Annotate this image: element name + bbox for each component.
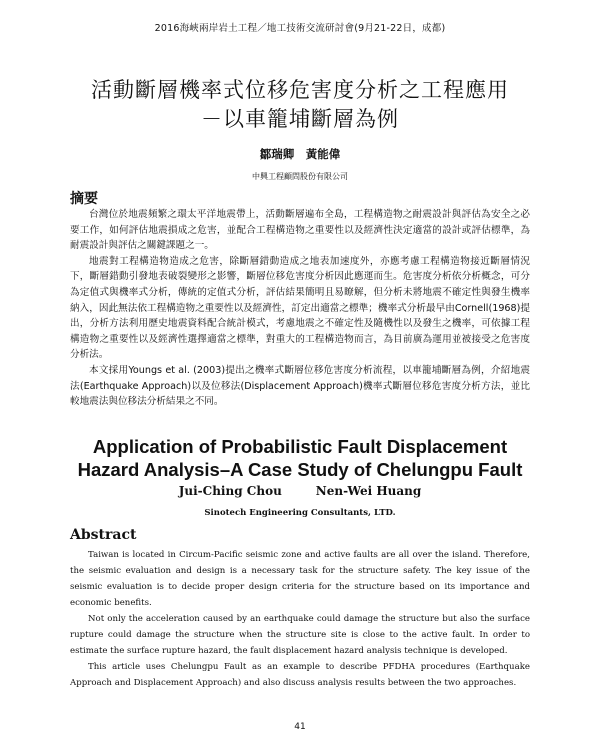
author-chou: Jui-Ching Chou bbox=[178, 484, 282, 498]
english-paragraph-2: Not only the acceleration caused by an earthquake could damage the structure but also the surface rupture could damage the structure when the structure site is close to the active fault. In order to estimate the surface rupture hazard, the fault displacement hazard analysis technique is developed. bbox=[70, 614, 530, 656]
english-paragraph-1: Taiwan is located in Circum-Pacific seismic zone and active faults are all over the island. Therefore, the seismic evaluation and design is a necessary task for the structure safety. The key issue of the seismic evaluation is to decide proper design criteria for the structure based on its importance and economic benefits. bbox=[70, 550, 530, 608]
chinese-paragraph-3: 本文採用Youngs et al. (2003)提出之機率式斷層位移危害度分析流程，以車籠埔斷層為例，介紹地震法(Earthquake Approach)以及位移法(Displacement Approach)機率式斷層位移危害度分析方法，並比較地震法與位移法分析結果之不同。 bbox=[70, 364, 530, 408]
chinese-abstract-body bbox=[70, 207, 530, 410]
english-paragraph-3: This article uses Chelungpu Fault as an example to describe PFDHA procedures (Earthquake Approach and Displacement Approach) and also discuss analysis results between the two approaches. bbox=[70, 662, 530, 688]
author-huang: Nen-Wei Huang bbox=[315, 484, 422, 498]
english-title bbox=[0, 435, 600, 481]
english-abstract-body bbox=[70, 547, 530, 691]
conference-header: 2016海峽兩岸岩土工程／地工技術交流研討會(9月21-22日，成都) bbox=[154, 23, 446, 34]
chinese-paragraph-1: 台灣位於地震頻繁之環太平洋地震帶上，活動斷層遍布全島，工程構造物之耐震設計與評估為安全之必要工作，如何評估地震損成之危害，並配合工程構造物之重要性以及經濟性決定適當的設計或評估標準，為耐震設計與評估之關鍵課題之一。 bbox=[70, 209, 530, 252]
english-title-line1: Application of Probabilistic Fault Displacement bbox=[92, 436, 508, 457]
chinese-authors: 鄒瑞卿 黃能偉 bbox=[259, 147, 341, 161]
chinese-title-line1: 活動斷層機率式位移危害度分析之工程應用 bbox=[91, 78, 509, 102]
chinese-abstract-heading: 摘要 bbox=[70, 191, 98, 207]
english-authors bbox=[0, 484, 600, 498]
english-affiliation: Sinotech Engineering Consultants, LTD. bbox=[204, 508, 396, 518]
chinese-paragraph-2: 地震對工程構造物造成之危害，除斷層錯動造成之地表加速度外，亦應考慮工程構造物接近斷層情況下，斷層錯動引發地表破裂變形之影響，斷層位移危害度分析因此應運而生。危害度分析依分析概念，可分為定值式與機率式分析，傳統的定值式分析，評估結果簡明且易瞭解，但分析未將地震不確定性與發生機率納入，因此無法依工程構造物之重要性以及經濟性，訂定出適當之標準；機率式分析最早由Cornell(1968)提出，分析方法利用歷史地震資料配合統計模式，考慮地震之不確定性及隨機性以及發生之機率，可依據工程構造物之重要性以及經濟性選擇適當之標準，對重大的工程構造物而言，為目前廣為運用並被接受之危害度分析法。 bbox=[70, 255, 530, 361]
page-number: 41 bbox=[294, 722, 306, 732]
chinese-title-line2: －以車籠埔斷層為例 bbox=[201, 107, 399, 131]
chinese-affiliation: 中興工程顧問股份有限公司 bbox=[252, 172, 348, 181]
english-title-line2: Hazard Analysis–A Case Study of Chelungpu Fault bbox=[77, 459, 523, 480]
english-abstract-heading: Abstract bbox=[70, 527, 137, 543]
